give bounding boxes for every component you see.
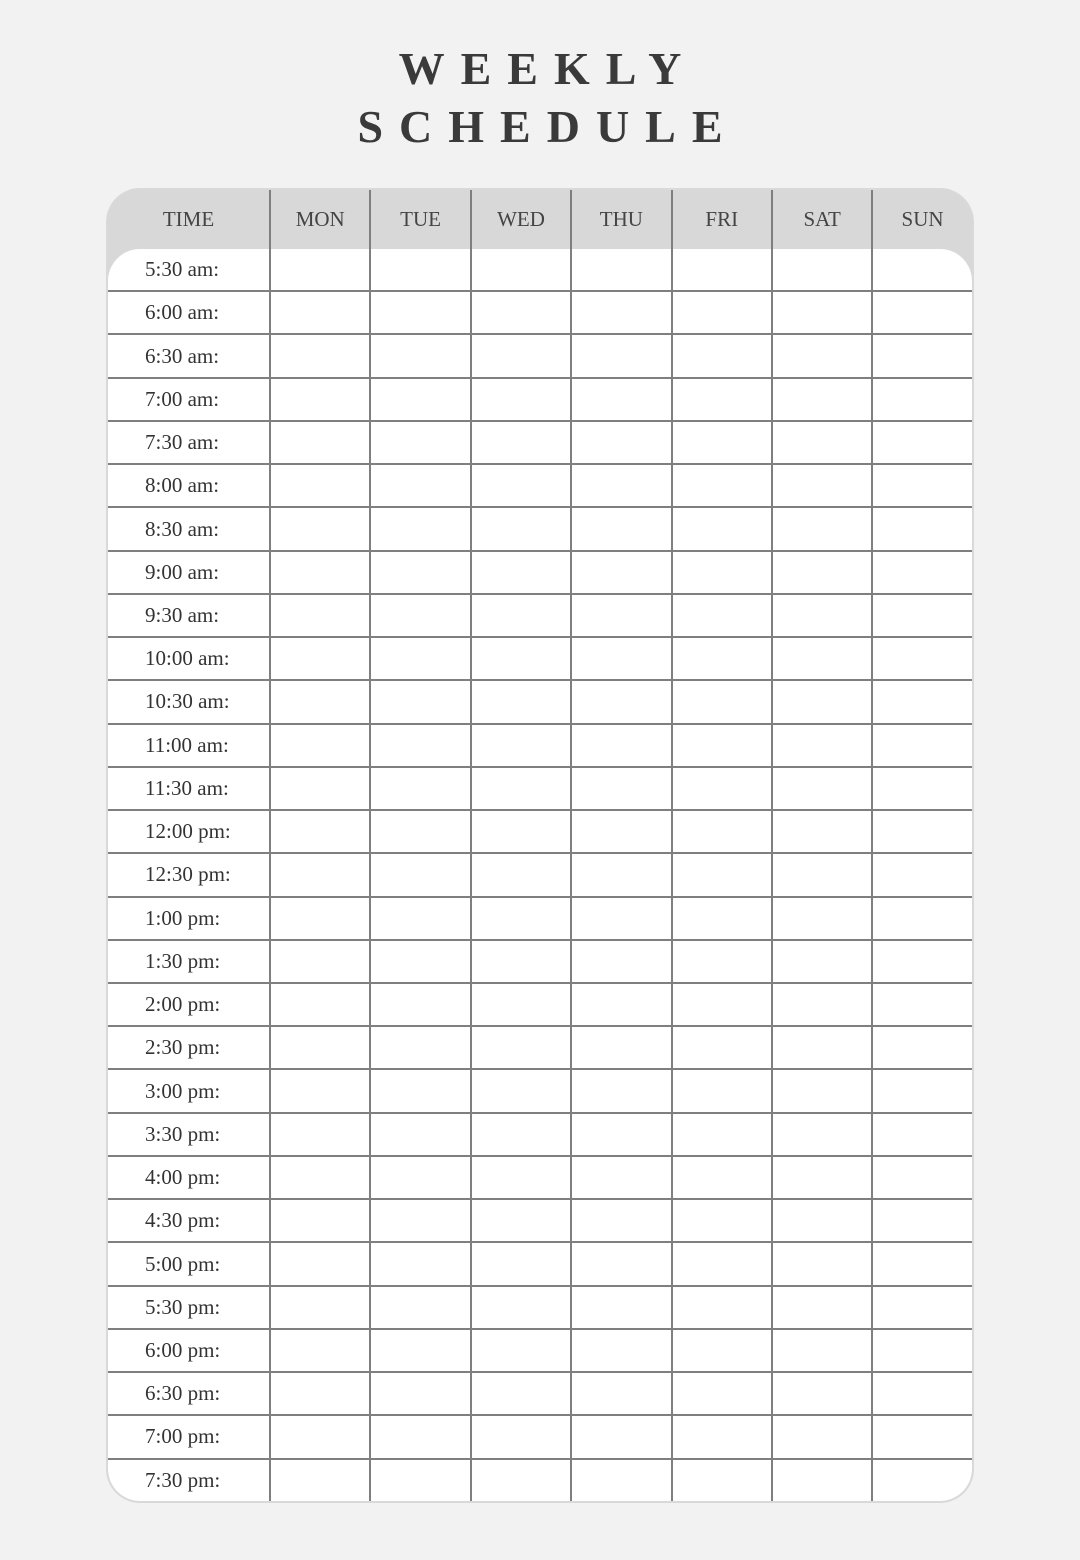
schedule-cell-mon[interactable] xyxy=(269,1027,369,1068)
schedule-cell-tue[interactable] xyxy=(369,422,469,463)
schedule-cell-sat[interactable] xyxy=(771,595,871,636)
schedule-cell-mon[interactable] xyxy=(269,335,369,376)
table-row xyxy=(108,1155,972,1198)
schedule-table xyxy=(108,190,972,1501)
time-slot-label: 6:00 am: xyxy=(145,300,220,325)
time-slot-label: 7:30 pm: xyxy=(145,1467,221,1492)
schedule-cell-thu[interactable] xyxy=(570,1027,670,1068)
schedule-cell-mon[interactable] xyxy=(269,1157,369,1198)
schedule-cell-tue[interactable] xyxy=(369,725,469,766)
schedule-cell-sun[interactable] xyxy=(871,941,971,982)
time-slot-label: 8:00 am: xyxy=(145,473,220,498)
schedule-cell-tue[interactable] xyxy=(369,335,469,376)
table-row xyxy=(108,290,972,333)
schedule-cell-thu[interactable] xyxy=(570,1157,670,1198)
time-slot-label: 5:30 am: xyxy=(145,257,220,282)
schedule-cell-wed[interactable] xyxy=(470,854,570,895)
schedule-cell-thu[interactable] xyxy=(570,984,670,1025)
schedule-cell-sun[interactable] xyxy=(871,1114,971,1155)
schedule-cell-thu[interactable] xyxy=(570,552,670,593)
time-slot-label: 3:00 pm: xyxy=(145,1078,221,1103)
schedule-cell-tue[interactable] xyxy=(369,1373,469,1414)
time-slot-label: 4:00 pm: xyxy=(145,1165,221,1190)
schedule-cell-fri[interactable] xyxy=(671,249,771,290)
schedule-cell-fri[interactable] xyxy=(671,1373,771,1414)
schedule-cell-mon[interactable] xyxy=(269,898,369,939)
schedule-cell-tue[interactable] xyxy=(369,941,469,982)
header-day-mon: MON xyxy=(269,190,369,249)
schedule-cell-mon[interactable] xyxy=(269,595,369,636)
schedule-cell-mon[interactable] xyxy=(269,638,369,679)
schedule-cell-mon[interactable] xyxy=(269,1416,369,1457)
schedule-cell-mon[interactable] xyxy=(269,1287,369,1328)
header-day-thu: THU xyxy=(570,190,670,249)
schedule-cell-sun[interactable] xyxy=(871,768,971,809)
table-row xyxy=(108,1458,972,1501)
time-slot-label: 2:00 pm: xyxy=(145,992,221,1017)
schedule-cell-sat[interactable] xyxy=(771,854,871,895)
schedule-cell-sun[interactable] xyxy=(871,249,971,290)
table-row xyxy=(108,723,972,766)
schedule-cell-sun[interactable] xyxy=(871,595,971,636)
schedule-cell-mon[interactable] xyxy=(269,854,369,895)
schedule-cell-fri[interactable] xyxy=(671,508,771,549)
time-slot-label: 6:30 pm: xyxy=(145,1381,221,1406)
schedule-cell-tue[interactable] xyxy=(369,1287,469,1328)
table-row xyxy=(108,1068,972,1111)
table-row xyxy=(108,377,972,420)
time-slot-label: 1:30 pm: xyxy=(145,948,221,973)
time-slot-label: 7:00 pm: xyxy=(145,1424,221,1449)
schedule-cell-fri[interactable] xyxy=(671,681,771,722)
table-row xyxy=(108,463,972,506)
schedule-cell-mon[interactable] xyxy=(269,465,369,506)
schedule-cell-sun[interactable] xyxy=(871,1243,971,1284)
schedule-cell-wed[interactable] xyxy=(470,292,570,333)
schedule-cell-tue[interactable] xyxy=(369,595,469,636)
schedule-cell-sat[interactable] xyxy=(771,508,871,549)
schedule-cell-wed[interactable] xyxy=(470,1200,570,1241)
schedule-cell-wed[interactable] xyxy=(470,1114,570,1155)
schedule-cell-sun[interactable] xyxy=(871,1157,971,1198)
schedule-cell-mon[interactable] xyxy=(269,1114,369,1155)
table-row xyxy=(108,593,972,636)
schedule-cell-sat[interactable] xyxy=(771,1287,871,1328)
schedule-cell-fri[interactable] xyxy=(671,292,771,333)
schedule-cell-wed[interactable] xyxy=(470,811,570,852)
schedule-cell-sat[interactable] xyxy=(771,379,871,420)
time-slot-label: 12:00 pm: xyxy=(145,819,231,844)
header-day-sat: SAT xyxy=(771,190,871,249)
schedule-cell-sun[interactable] xyxy=(871,508,971,549)
schedule-cell-sun[interactable] xyxy=(871,1460,971,1501)
schedule-cell-fri[interactable] xyxy=(671,1114,771,1155)
schedule-cell-mon[interactable] xyxy=(269,1243,369,1284)
schedule-cell-tue[interactable] xyxy=(369,1114,469,1155)
schedule-cell-wed[interactable] xyxy=(470,681,570,722)
schedule-cell-sun[interactable] xyxy=(871,725,971,766)
time-slot-label: 7:30 am: xyxy=(145,430,220,455)
schedule-cell-tue[interactable] xyxy=(369,292,469,333)
schedule-cell-sat[interactable] xyxy=(771,465,871,506)
schedule-cell-tue[interactable] xyxy=(369,508,469,549)
schedule-cell-tue[interactable] xyxy=(369,1070,469,1111)
schedule-cell-fri[interactable] xyxy=(671,1070,771,1111)
schedule-cell-fri[interactable] xyxy=(671,811,771,852)
schedule-cell-tue[interactable] xyxy=(369,681,469,722)
schedule-cell-sat[interactable] xyxy=(771,249,871,290)
schedule-cell-sun[interactable] xyxy=(871,898,971,939)
header-time: TIME xyxy=(162,207,215,231)
schedule-cell-fri[interactable] xyxy=(671,768,771,809)
schedule-cell-mon[interactable] xyxy=(269,1373,369,1414)
time-slot-label: 12:30 pm: xyxy=(145,862,231,887)
schedule-cell-sat[interactable] xyxy=(771,941,871,982)
schedule-cell-wed[interactable] xyxy=(470,335,570,376)
schedule-cell-mon[interactable] xyxy=(269,422,369,463)
schedule-cell-sun[interactable] xyxy=(871,854,971,895)
schedule-cell-wed[interactable] xyxy=(470,379,570,420)
schedule-cell-tue[interactable] xyxy=(369,638,469,679)
table-row xyxy=(108,982,972,1025)
schedule-cell-sun[interactable] xyxy=(871,552,971,593)
schedule-cell-tue[interactable] xyxy=(369,768,469,809)
schedule-cell-thu[interactable] xyxy=(570,768,670,809)
table-row xyxy=(108,939,972,982)
schedule-cell-thu[interactable] xyxy=(570,422,670,463)
schedule-cell-mon[interactable] xyxy=(269,768,369,809)
schedule-cell-mon[interactable] xyxy=(269,1070,369,1111)
schedule-cell-thu[interactable] xyxy=(570,335,670,376)
schedule-cell-tue[interactable] xyxy=(369,379,469,420)
schedule-cell-mon[interactable] xyxy=(269,681,369,722)
table-row xyxy=(108,1371,972,1414)
schedule-cell-sun[interactable] xyxy=(871,1416,971,1457)
schedule-cell-fri[interactable] xyxy=(671,854,771,895)
schedule-cell-fri[interactable] xyxy=(671,1416,771,1457)
table-row xyxy=(108,550,972,593)
schedule-cell-sun[interactable] xyxy=(871,638,971,679)
schedule-cell-sat[interactable] xyxy=(771,725,871,766)
header-day-fri: FRI xyxy=(671,190,771,249)
schedule-cell-thu[interactable] xyxy=(570,1330,670,1371)
schedule-cell-thu[interactable] xyxy=(570,638,670,679)
table-row xyxy=(108,1112,972,1155)
table-row xyxy=(108,1198,972,1241)
schedule-cell-mon[interactable] xyxy=(269,725,369,766)
schedule-cell-wed[interactable] xyxy=(470,898,570,939)
schedule-cell-wed[interactable] xyxy=(470,984,570,1025)
schedule-cell-thu[interactable] xyxy=(570,292,670,333)
schedule-cell-sat[interactable] xyxy=(771,1330,871,1371)
schedule-cell-thu[interactable] xyxy=(570,1070,670,1111)
schedule-cell-fri[interactable] xyxy=(671,1027,771,1068)
time-slot-label: 11:30 am: xyxy=(145,775,229,800)
schedule-cell-tue[interactable] xyxy=(369,552,469,593)
schedule-cell-sun[interactable] xyxy=(871,1373,971,1414)
schedule-cell-wed[interactable] xyxy=(470,768,570,809)
schedule-cell-wed[interactable] xyxy=(470,941,570,982)
schedule-cell-tue[interactable] xyxy=(369,1157,469,1198)
schedule-cell-sun[interactable] xyxy=(871,1287,971,1328)
schedule-cell-wed[interactable] xyxy=(470,638,570,679)
schedule-cell-mon[interactable] xyxy=(269,811,369,852)
schedule-cell-tue[interactable] xyxy=(369,465,469,506)
title-schedule: SCHEDULE xyxy=(357,101,739,152)
schedule-cell-fri[interactable] xyxy=(671,1200,771,1241)
schedule-cell-fri[interactable] xyxy=(671,465,771,506)
schedule-cell-thu[interactable] xyxy=(570,1287,670,1328)
schedule-cell-wed[interactable] xyxy=(470,249,570,290)
schedule-cell-sat[interactable] xyxy=(771,1460,871,1501)
schedule-cell-wed[interactable] xyxy=(470,595,570,636)
schedule-cell-sun[interactable] xyxy=(871,422,971,463)
schedule-cell-wed[interactable] xyxy=(470,1287,570,1328)
schedule-cell-tue[interactable] xyxy=(369,249,469,290)
schedule-cell-mon[interactable] xyxy=(269,1200,369,1241)
schedule-cell-fri[interactable] xyxy=(671,1330,771,1371)
schedule-cell-thu[interactable] xyxy=(570,725,670,766)
schedule-cell-sat[interactable] xyxy=(771,1200,871,1241)
schedule-cell-sat[interactable] xyxy=(771,552,871,593)
table-row xyxy=(108,1414,972,1457)
schedule-cell-sun[interactable] xyxy=(871,335,971,376)
schedule-cell-sat[interactable] xyxy=(771,1373,871,1414)
schedule-cell-tue[interactable] xyxy=(369,1027,469,1068)
schedule-cell-wed[interactable] xyxy=(470,1416,570,1457)
time-slot-label: 4:30 pm: xyxy=(145,1208,221,1233)
time-slot-label: 9:30 am: xyxy=(145,602,220,627)
schedule-cell-fri[interactable] xyxy=(671,984,771,1025)
schedule-cell-sat[interactable] xyxy=(771,1027,871,1068)
header-day-sun: SUN xyxy=(871,190,971,249)
table-row xyxy=(108,420,972,463)
table-row xyxy=(108,679,972,722)
schedule-cell-thu[interactable] xyxy=(570,1200,670,1241)
schedule-grid xyxy=(108,249,972,1501)
table-row xyxy=(108,1285,972,1328)
schedule-cell-fri[interactable] xyxy=(671,725,771,766)
schedule-cell-sun[interactable] xyxy=(871,1070,971,1111)
table-row xyxy=(108,809,972,852)
schedule-cell-thu[interactable] xyxy=(570,898,670,939)
schedule-cell-tue[interactable] xyxy=(369,984,469,1025)
table-body xyxy=(108,249,972,1501)
schedule-cell-sat[interactable] xyxy=(771,638,871,679)
schedule-cell-thu[interactable] xyxy=(570,1243,670,1284)
time-slot-label: 10:00 am: xyxy=(145,646,230,671)
schedule-cell-tue[interactable] xyxy=(369,1460,469,1501)
schedule-cell-mon[interactable] xyxy=(269,1460,369,1501)
table-row xyxy=(108,249,972,290)
schedule-cell-sat[interactable] xyxy=(771,422,871,463)
schedule-cell-tue[interactable] xyxy=(369,1243,469,1284)
schedule-cell-wed[interactable] xyxy=(470,422,570,463)
schedule-cell-thu[interactable] xyxy=(570,1416,670,1457)
schedule-cell-fri[interactable] xyxy=(671,335,771,376)
schedule-cell-fri[interactable] xyxy=(671,1287,771,1328)
schedule-cell-mon[interactable] xyxy=(269,249,369,290)
schedule-cell-wed[interactable] xyxy=(470,1330,570,1371)
time-slot-label: 8:30 am: xyxy=(145,516,220,541)
schedule-cell-thu[interactable] xyxy=(570,941,670,982)
schedule-cell-sat[interactable] xyxy=(771,1416,871,1457)
schedule-cell-sun[interactable] xyxy=(871,811,971,852)
time-slot-label: 9:00 am: xyxy=(145,559,220,584)
table-row xyxy=(108,1328,972,1371)
time-slot-label: 7:00 am: xyxy=(145,386,220,411)
schedule-cell-thu[interactable] xyxy=(570,1114,670,1155)
schedule-cell-wed[interactable] xyxy=(470,508,570,549)
schedule-cell-sat[interactable] xyxy=(771,335,871,376)
schedule-cell-sun[interactable] xyxy=(871,1027,971,1068)
title-weekly: WEEKLY xyxy=(398,43,698,94)
schedule-cell-sat[interactable] xyxy=(771,1070,871,1111)
header-day-wed: WED xyxy=(470,190,570,249)
time-slot-label: 11:00 am: xyxy=(145,732,229,757)
schedule-cell-thu[interactable] xyxy=(570,854,670,895)
time-slot-label: 5:00 pm: xyxy=(145,1251,221,1276)
table-row xyxy=(108,852,972,895)
schedule-cell-sun[interactable] xyxy=(871,379,971,420)
schedule-cell-wed[interactable] xyxy=(470,1157,570,1198)
time-slot-label: 10:30 am: xyxy=(145,689,230,714)
schedule-cell-sat[interactable] xyxy=(771,898,871,939)
schedule-cell-tue[interactable] xyxy=(369,1416,469,1457)
schedule-cell-wed[interactable] xyxy=(470,1373,570,1414)
schedule-cell-sun[interactable] xyxy=(871,465,971,506)
table-row xyxy=(108,896,972,939)
schedule-cell-thu[interactable] xyxy=(570,1373,670,1414)
schedule-cell-fri[interactable] xyxy=(671,1243,771,1284)
schedule-cell-sat[interactable] xyxy=(771,811,871,852)
schedule-cell-fri[interactable] xyxy=(671,379,771,420)
table-row xyxy=(108,1025,972,1068)
schedule-cell-fri[interactable] xyxy=(671,595,771,636)
schedule-cell-fri[interactable] xyxy=(671,422,771,463)
schedule-cell-thu[interactable] xyxy=(570,508,670,549)
schedule-cell-sat[interactable] xyxy=(771,984,871,1025)
schedule-cell-wed[interactable] xyxy=(470,552,570,593)
schedule-cell-mon[interactable] xyxy=(269,1330,369,1371)
schedule-cell-fri[interactable] xyxy=(671,1157,771,1198)
time-slot-label: 2:30 pm: xyxy=(145,1035,221,1060)
schedule-cell-fri[interactable] xyxy=(671,552,771,593)
schedule-cell-wed[interactable] xyxy=(470,1070,570,1111)
schedule-cell-thu[interactable] xyxy=(570,379,670,420)
schedule-cell-thu[interactable] xyxy=(570,465,670,506)
schedule-cell-mon[interactable] xyxy=(269,292,369,333)
schedule-cell-mon[interactable] xyxy=(269,508,369,549)
schedule-cell-sat[interactable] xyxy=(771,1157,871,1198)
schedule-cell-fri[interactable] xyxy=(671,1460,771,1501)
schedule-cell-thu[interactable] xyxy=(570,811,670,852)
schedule-cell-mon[interactable] xyxy=(269,941,369,982)
schedule-cell-sat[interactable] xyxy=(771,292,871,333)
schedule-cell-sun[interactable] xyxy=(871,292,971,333)
schedule-cell-thu[interactable] xyxy=(570,595,670,636)
schedule-cell-sat[interactable] xyxy=(771,681,871,722)
schedule-cell-fri[interactable] xyxy=(671,898,771,939)
schedule-cell-sat[interactable] xyxy=(771,768,871,809)
time-slot-label: 6:00 pm: xyxy=(145,1337,221,1362)
schedule-cell-thu[interactable] xyxy=(570,1460,670,1501)
schedule-cell-fri[interactable] xyxy=(671,941,771,982)
schedule-cell-mon[interactable] xyxy=(269,552,369,593)
schedule-cell-sun[interactable] xyxy=(871,681,971,722)
table-row xyxy=(108,636,972,679)
schedule-cell-tue[interactable] xyxy=(369,1330,469,1371)
schedule-cell-tue[interactable] xyxy=(369,854,469,895)
table-header-row xyxy=(108,190,972,249)
table-row xyxy=(108,1241,972,1284)
schedule-cell-wed[interactable] xyxy=(470,1243,570,1284)
header-day-tue: TUE xyxy=(369,190,469,249)
time-slot-label: 5:30 pm: xyxy=(145,1294,221,1319)
schedule-cell-wed[interactable] xyxy=(470,1460,570,1501)
schedule-cell-sun[interactable] xyxy=(871,984,971,1025)
table-row xyxy=(108,333,972,376)
schedule-cell-wed[interactable] xyxy=(470,725,570,766)
schedule-cell-thu[interactable] xyxy=(570,249,670,290)
schedule-cell-thu[interactable] xyxy=(570,681,670,722)
schedule-cell-sun[interactable] xyxy=(871,1200,971,1241)
schedule-cell-sat[interactable] xyxy=(771,1114,871,1155)
schedule-cell-tue[interactable] xyxy=(369,1200,469,1241)
schedule-cell-sat[interactable] xyxy=(771,1243,871,1284)
schedule-cell-tue[interactable] xyxy=(369,811,469,852)
time-slot-label: 1:00 pm: xyxy=(145,905,221,930)
schedule-cell-tue[interactable] xyxy=(369,898,469,939)
time-slot-label: 6:30 am: xyxy=(145,343,220,368)
table-row xyxy=(108,766,972,809)
schedule-cell-wed[interactable] xyxy=(470,465,570,506)
schedule-cell-fri[interactable] xyxy=(671,638,771,679)
schedule-cell-mon[interactable] xyxy=(269,984,369,1025)
schedule-cell-wed[interactable] xyxy=(470,1027,570,1068)
schedule-cell-mon[interactable] xyxy=(269,379,369,420)
schedule-cell-sun[interactable] xyxy=(871,1330,971,1371)
time-slot-label: 3:30 pm: xyxy=(145,1121,221,1146)
table-row xyxy=(108,506,972,549)
